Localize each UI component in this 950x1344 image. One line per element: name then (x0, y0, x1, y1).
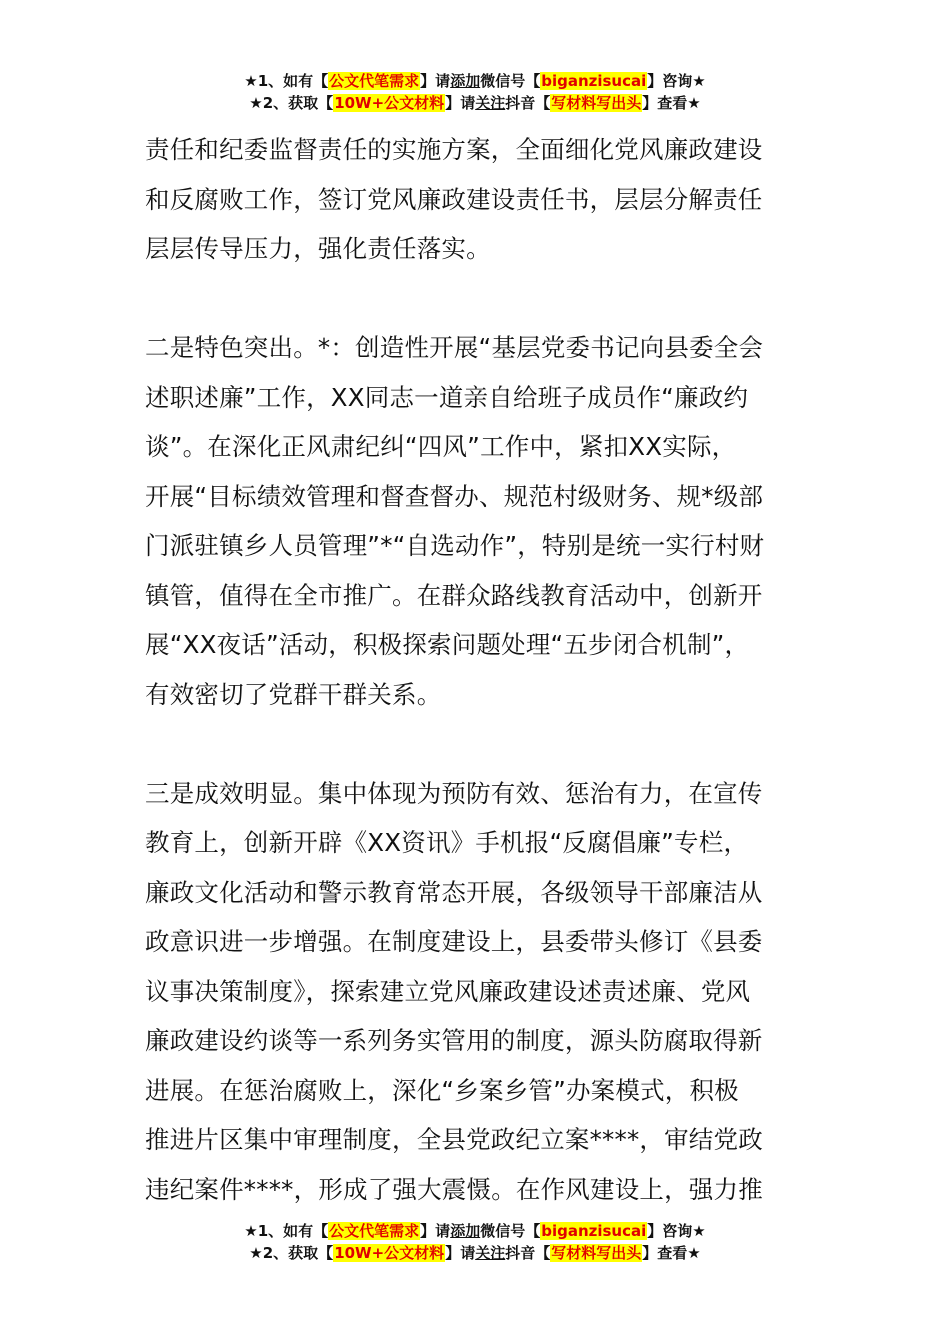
paragraph-gap (145, 719, 835, 769)
banner-line-1: ★1、如有【公文代笔需求】请添加微信号【biganzisucai】咨询★ (244, 72, 706, 90)
banner-highlight: biganzisucai (541, 72, 647, 90)
banner-highlight: 写材料写出头 (551, 1244, 642, 1262)
text-line: 门派驻镇乡人员管理”*“自选动作”，特别是统一实行村财 (145, 531, 765, 560)
text-line: 违纪案件****，形成了强大震慑。在作风建设上，强力推 (145, 1174, 763, 1204)
banner-line-2: ★2、获取【10W+公文材料】请关注抖音【写材料写出头】查看★ (249, 1244, 701, 1262)
banner-highlight: 写材料写出头 (551, 94, 642, 112)
text-line: 和反腐败工作，签订党风廉政建设责任书，层层分解责任 (145, 184, 763, 214)
text-line: 政意识进一步增强。在制度建设上，县委带头修订《县委 (145, 927, 763, 956)
text-line: 议事决策制度》，探索建立党风廉政建设述责述廉、党风 (145, 976, 751, 1006)
banner-highlight: 公文代笔需求 (329, 1222, 420, 1240)
text-line: 推进片区集中审理制度，全县党政纪立案****，审结党政 (145, 1125, 763, 1154)
document-body (145, 125, 835, 1214)
banner-line-1: ★1、如有【公文代笔需求】请添加微信号【biganzisucai】咨询★ (244, 1222, 706, 1240)
paragraph-2 (145, 323, 835, 719)
text-line: 开展“目标绩效管理和督查督办、规范村级财务、规*级部 (145, 481, 764, 511)
banner-highlight: 10W+公文材料 (334, 94, 445, 112)
text-line: 教育上，创新开辟《XX资讯》手机报“反腐倡廉”专栏， (145, 828, 749, 857)
text-line: 展“XX夜话”活动，积极探索问题处理“五步闭合机制”， (145, 630, 750, 659)
banner-line-2: ★2、获取【10W+公文材料】请关注抖音【写材料写出头】查看★ (249, 94, 701, 112)
banner-highlight: 公文代笔需求 (329, 72, 420, 90)
footer-banner (0, 1220, 950, 1264)
text-line: 镇管，值得在全市推广。在群众路线教育活动中，创新开 (145, 580, 763, 610)
text-line: 廉政建设约谈等一系列务实管用的制度，源头防腐取得新 (145, 1026, 763, 1055)
paragraph-1 (145, 125, 835, 274)
text-line: 谈”。在深化正风肃纪纠“四风”工作中，紧扣XX实际， (145, 432, 737, 461)
text-line: 进展。在惩治腐败上，深化“乡案乡管”办案模式，积极 (145, 1075, 739, 1105)
text-line: 廉政文化活动和警示教育常态开展，各级领导干部廉洁从 (145, 877, 763, 907)
paragraph-gap (145, 274, 835, 324)
banner-highlight: 10W+公文材料 (334, 1244, 445, 1262)
banner-highlight: biganzisucai (541, 1222, 647, 1240)
text-line: 层层传导压力，强化责任落实。 (145, 234, 491, 263)
text-line: 二是特色突出。*：创造性开展“基层党委书记向县委全会 (145, 333, 764, 362)
paragraph-3 (145, 769, 835, 1215)
header-banner (0, 70, 950, 114)
text-line: 述职述廉”工作，XX同志一道亲自给班子成员作“廉政约 (145, 382, 749, 412)
text-line: 责任和纪委监督责任的实施方案，全面细化党风廉政建设 (145, 135, 763, 164)
text-line: 有效密切了党群干群关系。 (145, 679, 442, 709)
text-line: 三是成效明显。集中体现为预防有效、惩治有力，在宣传 (145, 778, 763, 808)
